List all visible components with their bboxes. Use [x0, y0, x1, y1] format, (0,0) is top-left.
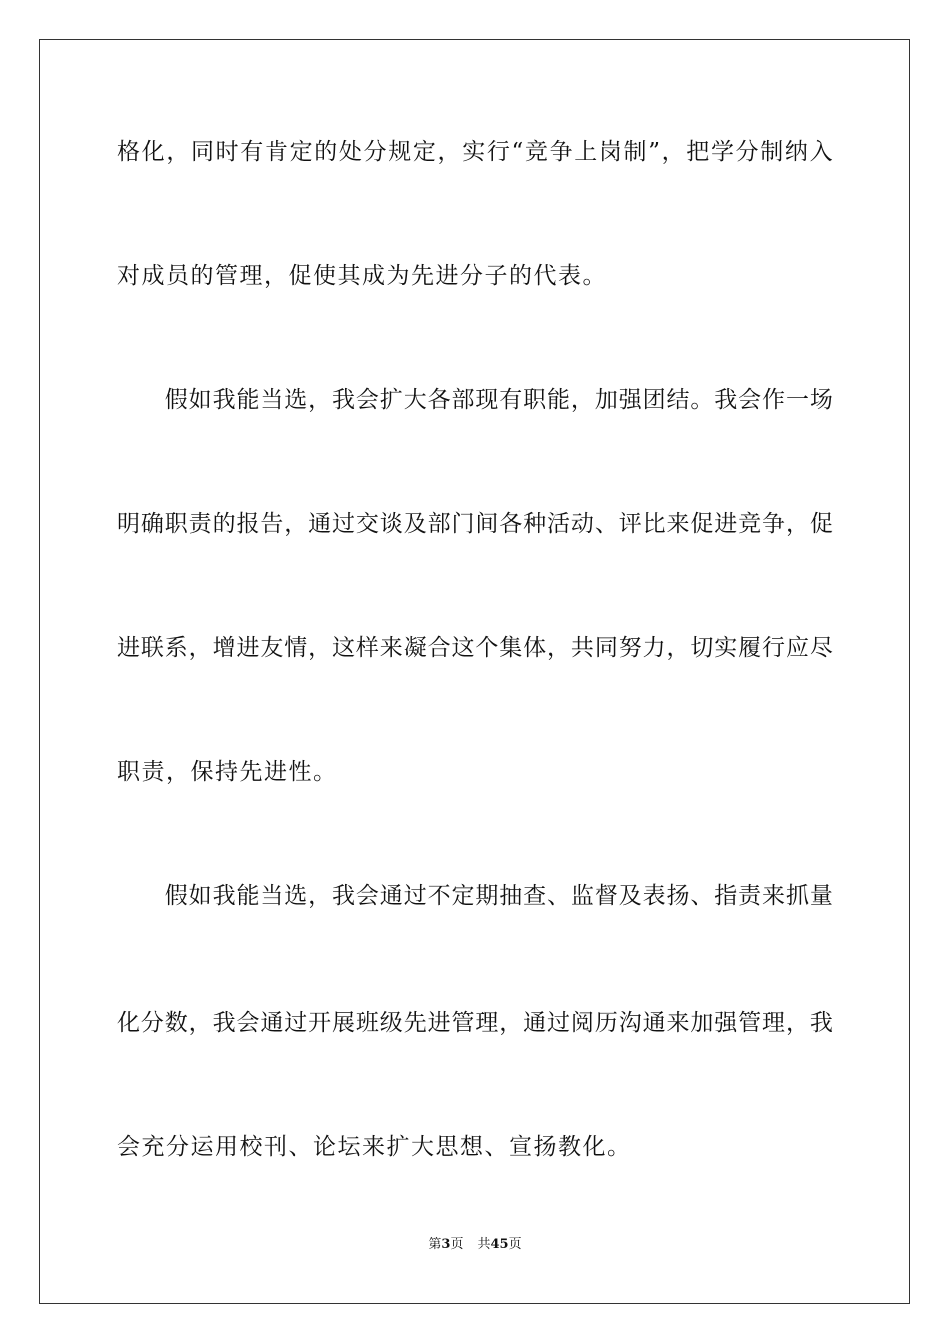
text-char: 理 [475, 1010, 499, 1036]
text-char: “ [511, 139, 524, 165]
text-char: 级 [379, 1010, 403, 1036]
text-char: 情 [284, 635, 308, 661]
text-char: 评 [618, 511, 642, 537]
text-char [141, 385, 164, 415]
text-char: 共 [570, 635, 594, 661]
text-char: ， [499, 1010, 523, 1036]
total-suffix: 页 [508, 1237, 522, 1252]
text-char: 通 [308, 511, 332, 537]
text-char: 通 [523, 1010, 547, 1036]
text-char: 假 [164, 387, 188, 413]
text-char: ， [785, 1010, 809, 1036]
text-char: 加 [594, 387, 618, 413]
text-char: 开 [308, 1010, 332, 1036]
text-char: 及 [403, 511, 427, 537]
text-char: 进 [714, 511, 738, 537]
text-char: 我 [714, 387, 738, 413]
text-char: 竞 [524, 139, 548, 165]
text-char: 结 [666, 387, 690, 413]
text-char: 各 [499, 511, 523, 537]
page-footer [0, 1236, 950, 1254]
text-char: 进 [236, 635, 260, 661]
text-char: 同 [190, 139, 214, 165]
text-char: 行 [486, 139, 510, 165]
text-char: 、 [690, 883, 714, 909]
text-char: 假 [164, 883, 188, 909]
text-char: 量 [809, 883, 833, 909]
text-char: 化 [141, 139, 165, 165]
text-char: 过 [547, 1010, 571, 1036]
text-char: 会 [236, 1010, 260, 1036]
text-char: 会 [355, 387, 379, 413]
text-char: 种 [523, 511, 547, 537]
page-prefix: 第 [428, 1237, 442, 1252]
text-char: 纳 [784, 139, 808, 165]
text-char: 定 [451, 883, 475, 909]
text-char: ” [648, 139, 660, 165]
text-char: 分 [735, 139, 759, 165]
text-char: 联 [140, 635, 164, 661]
text-char: ， [166, 139, 190, 165]
text-char: 指 [714, 883, 738, 909]
text-char: 大 [403, 387, 427, 413]
text-char: 抽 [499, 883, 523, 909]
text-char: ， [547, 635, 571, 661]
text-char: ， [308, 387, 332, 413]
text-char: 谈 [379, 511, 403, 537]
text-char: 系 [164, 635, 188, 661]
text-char: 表 [642, 883, 666, 909]
text-char: ， [570, 387, 594, 413]
text-char: 动 [570, 511, 594, 537]
text-char: 规 [388, 139, 412, 165]
text-char: 期 [475, 883, 499, 909]
text-char: 竞 [738, 511, 762, 537]
text-char: 化 [117, 1010, 140, 1036]
text-char: 分 [363, 139, 387, 165]
text-char: 强 [618, 387, 642, 413]
text-char: 进 [427, 1010, 451, 1036]
text-char: 行 [762, 635, 786, 661]
text-char: 合 [427, 635, 451, 661]
text-char: 扩 [379, 387, 403, 413]
text-line [117, 137, 833, 167]
text-char: 交 [355, 511, 379, 537]
text-char: 这 [332, 635, 356, 661]
text-char: 查 [523, 883, 547, 909]
text-char: 先 [403, 1010, 427, 1036]
text-char: 尽 [809, 635, 833, 661]
text-char: 不 [427, 883, 451, 909]
text-char: 同 [594, 635, 618, 661]
text-char: 过 [403, 883, 427, 909]
text-char: 当 [260, 387, 284, 413]
text-char: 格 [117, 139, 140, 165]
text-char: 管 [738, 1010, 762, 1036]
text-char: 确 [140, 511, 164, 537]
text-char: 部 [451, 387, 475, 413]
text-line [117, 881, 833, 911]
text-char: 责 [188, 511, 212, 537]
text-char: 团 [642, 387, 666, 413]
text-char: 抓 [785, 883, 809, 909]
text-char: 班 [355, 1010, 379, 1036]
text-char: 当 [260, 883, 284, 909]
text-char: 各 [427, 387, 451, 413]
text-char: 展 [332, 1010, 356, 1036]
text-char: 来 [666, 1010, 690, 1036]
text-char: 增 [212, 635, 236, 661]
text-char: 明 [117, 511, 140, 537]
text-char: ， [308, 883, 332, 909]
text-char: 促 [809, 511, 833, 537]
text-char [117, 385, 140, 415]
text-char: 如 [188, 883, 212, 909]
text-char: 处 [338, 139, 362, 165]
text-char: 管 [451, 1010, 475, 1036]
text-char: 的 [212, 511, 236, 537]
text-char: 活 [547, 511, 571, 537]
text-char: 定 [289, 139, 313, 165]
text-char: 强 [714, 1010, 738, 1036]
text-char: 争 [549, 139, 573, 165]
text-char: 样 [355, 635, 379, 661]
text-char: 制 [623, 139, 647, 165]
text-char: 争 [762, 511, 786, 537]
current-page-number: 3 [441, 1237, 451, 1252]
text-char: 报 [236, 511, 260, 537]
text-char: 职 [164, 511, 188, 537]
text-char: 如 [188, 387, 212, 413]
total-prefix: 共 [477, 1237, 491, 1252]
text-char: 能 [236, 883, 260, 909]
page-suffix: 页 [450, 1237, 464, 1252]
text-char: 会 [355, 883, 379, 909]
text-char: 门 [451, 511, 475, 537]
text-char: 定 [412, 139, 436, 165]
text-char: 现 [475, 387, 499, 413]
text-char: 岗 [598, 139, 622, 165]
text-char: 我 [212, 387, 236, 413]
text-char: 沟 [618, 1010, 642, 1036]
text-char: 、 [547, 883, 571, 909]
text-char: 入 [809, 139, 833, 165]
text-char: 切 [690, 635, 714, 661]
text-char: 阅 [570, 1010, 594, 1036]
text-char: 实 [714, 635, 738, 661]
text-char: 来 [379, 635, 403, 661]
text-char: 通 [379, 883, 403, 909]
text-char: 促 [690, 511, 714, 537]
text-char: 集 [499, 635, 523, 661]
text-char: 过 [284, 1010, 308, 1036]
text-char: 我 [332, 387, 356, 413]
text-char: 进 [117, 635, 140, 661]
text-char: 选 [284, 387, 308, 413]
text-char: 作 [762, 387, 786, 413]
text-char: ， [666, 635, 690, 661]
text-char: ， [785, 511, 809, 537]
text-char: 来 [762, 883, 786, 909]
text-char: 一 [785, 387, 809, 413]
text-char: 分 [140, 1010, 164, 1036]
text-char: 通 [642, 1010, 666, 1036]
text-char: 。 [690, 387, 714, 413]
text-char: 有 [499, 387, 523, 413]
text-line [117, 633, 833, 663]
text-char: 学 [710, 139, 734, 165]
text-char [141, 881, 164, 911]
text-char: 有 [240, 139, 264, 165]
text-char: 选 [284, 883, 308, 909]
text-char: 凝 [403, 635, 427, 661]
text-char: 上 [574, 139, 598, 165]
text-char: 过 [332, 511, 356, 537]
text-char: 责 [738, 883, 762, 909]
text-char [117, 881, 140, 911]
text-char: ， [188, 1010, 212, 1036]
text-char: 加 [690, 1010, 714, 1036]
page-border [39, 39, 910, 1304]
text-line: 职责，保持先进性。 [117, 759, 338, 785]
text-char: 及 [618, 883, 642, 909]
text-char: 能 [236, 387, 260, 413]
text-char: 应 [785, 635, 809, 661]
text-char: 告 [260, 511, 284, 537]
text-char: 这 [451, 635, 475, 661]
total-page-count: 45 [490, 1237, 509, 1252]
text-char: 间 [475, 511, 499, 537]
text-char: 的 [314, 139, 338, 165]
text-char: 通 [260, 1010, 284, 1036]
text-char: 、 [594, 511, 618, 537]
text-char: ， [188, 635, 212, 661]
text-char: 数 [164, 1010, 188, 1036]
text-line [117, 509, 833, 539]
text-char: 努 [618, 635, 642, 661]
text-char: 制 [760, 139, 784, 165]
text-char: 实 [462, 139, 486, 165]
text-char: 理 [762, 1010, 786, 1036]
text-char: 督 [594, 883, 618, 909]
text-char: 监 [570, 883, 594, 909]
text-char: 时 [215, 139, 239, 165]
text-line [117, 1008, 833, 1038]
text-char: 场 [809, 387, 833, 413]
text-line: 对成员的管理，促使其成为先进分子的代表。 [117, 263, 607, 289]
text-char: 职 [523, 387, 547, 413]
text-char: 扬 [666, 883, 690, 909]
text-char: 来 [666, 511, 690, 537]
text-char: 我 [332, 883, 356, 909]
text-char: 我 [212, 883, 236, 909]
text-char: 部 [427, 511, 451, 537]
text-char: 体 [523, 635, 547, 661]
text-char: 个 [475, 635, 499, 661]
text-char: ， [661, 139, 685, 165]
text-char: 我 [809, 1010, 833, 1036]
text-line: 会充分运用校刊、论坛来扩大思想、宣扬教化。 [117, 1134, 632, 1160]
text-char: 力 [642, 635, 666, 661]
text-char: 比 [642, 511, 666, 537]
text-char: 肯 [264, 139, 288, 165]
text-char: ， [437, 139, 461, 165]
text-char: ， [284, 511, 308, 537]
text-char: 历 [594, 1010, 618, 1036]
text-char: 能 [547, 387, 571, 413]
text-char: 履 [738, 635, 762, 661]
text-char: 会 [738, 387, 762, 413]
text-char: 我 [212, 1010, 236, 1036]
text-char: 友 [260, 635, 284, 661]
text-line [117, 385, 833, 415]
text-char: ， [308, 635, 332, 661]
text-char: 把 [686, 139, 710, 165]
